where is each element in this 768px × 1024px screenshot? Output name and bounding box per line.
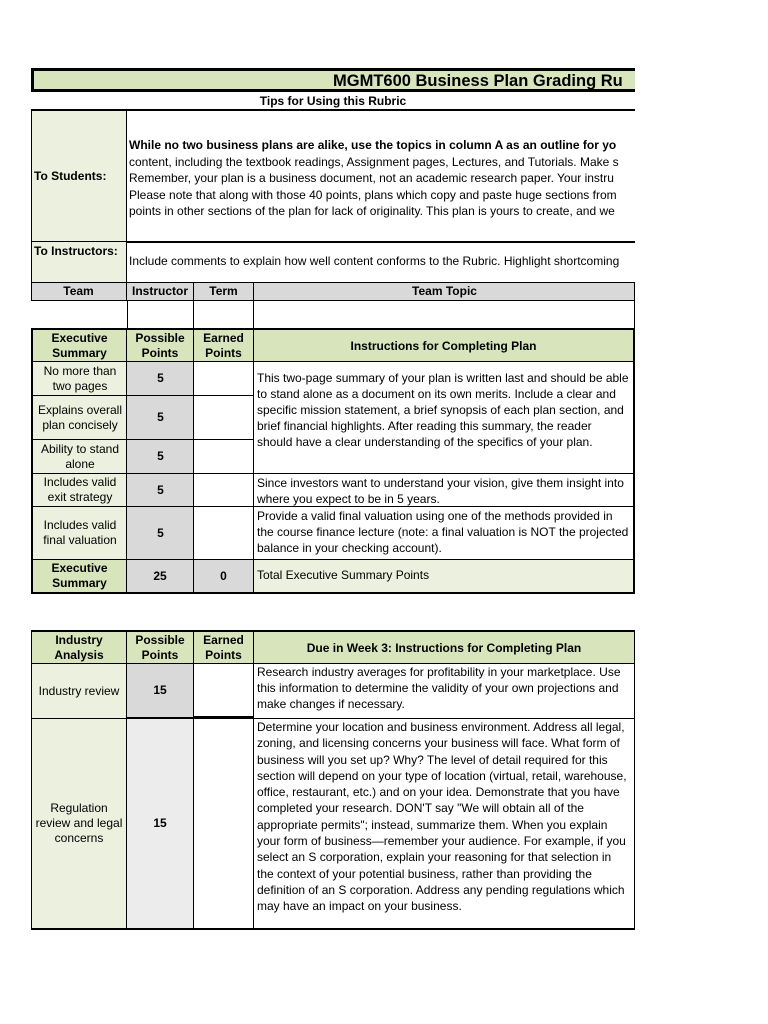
exec-row-points: 5	[127, 474, 194, 507]
term-header: Term	[194, 282, 254, 301]
team-entry-topic[interactable]	[254, 301, 634, 329]
exec-instruction: Provide a valid final valuation using one of the methods provided in the course finance lecture (note: a final valuation is NOT the projected balance in your checking account).	[254, 507, 633, 560]
team-entry-instructor[interactable]	[127, 301, 194, 329]
exec-total-text: Total Executive Summary Points	[254, 560, 633, 592]
instructor-header: Instructor	[127, 282, 194, 301]
students-line: content, including the textbook readings, Assignment pages, Lectures, and Tutorials. Make s	[129, 154, 619, 169]
students-text	[129, 137, 635, 219]
exec-row-earned-input[interactable]	[194, 362, 254, 396]
exec-row-earned-input[interactable]	[194, 440, 254, 474]
exec-row-earned-input[interactable]	[194, 474, 254, 507]
students-line: points in other sections of the plan for lack of originality. This plan is yours to create, and we	[129, 204, 615, 218]
industry-header-instructions: Due in Week 3: Instructions for Completing Plan	[306, 640, 582, 655]
team-topic-header: Team Topic	[412, 284, 477, 298]
industry-header-possible: Possible Points	[127, 632, 194, 664]
exec-row-points: 5	[127, 396, 194, 440]
industry-row-label: Industry review	[32, 664, 127, 719]
page-subtitle: Tips for Using this Rubric	[259, 93, 407, 108]
exec-instruction: This two-page summary of your plan is written last and should be able to stand alone as a document on its own merits. Include a clear and specific mission statement, a brief synopsis of each plan section, and brief financial highlights. After reading this summary, the reader should have a clear understanding of the specifics of your plan.	[254, 362, 633, 474]
page-title: MGMT600 Business Plan Grading Ru	[333, 72, 623, 90]
exec-row-earned-input[interactable]	[194, 396, 254, 440]
students-line: Remember, your plan is a business document, not an academic research paper. Your instru	[129, 171, 614, 185]
exec-header-section: Executive Summary	[33, 330, 127, 362]
exec-row-points: 5	[127, 440, 194, 474]
exec-row-earned-input[interactable]	[194, 507, 254, 560]
instructors-text: Include comments to explain how well content conforms to the Rubric. Highlight shortcoming	[129, 254, 620, 268]
industry-row-points: 15	[127, 664, 194, 719]
students-line: Please note that along with those 40 points, plans which copy and paste huge sections from	[129, 187, 617, 202]
exec-row-label: Ability to stand alone	[33, 440, 127, 474]
exec-row-points: 5	[127, 507, 194, 560]
notes-divider-left	[31, 241, 127, 242]
exec-header-possible: Possible Points	[127, 330, 194, 362]
team-entry-term[interactable]	[194, 301, 254, 329]
exec-header-instructions: Instructions for Completing Plan	[350, 338, 537, 353]
exec-instruction: Since investors want to understand your vision, give them insight into where you expect to be in 5 years.	[254, 474, 633, 507]
exec-row-label: Explains overall plan concisely	[33, 396, 127, 440]
students-label: To Students:	[34, 169, 107, 183]
team-header: Team	[31, 282, 127, 301]
industry-row-instruction: Research industry averages for profitability in your marketplace. Use this information to determine the validity of your own projections and make changes if necessary.	[254, 664, 634, 719]
exec-total-label: Executive Summary	[33, 560, 127, 592]
industry-row-earned-input[interactable]	[194, 719, 254, 928]
industry-row-instruction: Determine your location and business environment. Address all legal, zoning, and licensing concerns your business will face. What form of business will you set up? Why? The level of detail required for this section will depend on your type of location (virtual, retail, warehouse, office, restaurant, etc.) and on your idea. Demonstrate that you have completed your research. DON'T say "We will obtain all of the appropriate permits"; instead, summarize them. When you explain your form of business—remember your audience. For example, if you select an S corporation, explain your reasoning for that selection in the context of your potential business, rather than providing the definition of an S corporation. Address any pending regulations which may have an impact on your business.	[257, 720, 627, 914]
notes-divider	[127, 241, 635, 243]
exec-header-earned: Earned Points	[194, 330, 254, 362]
instructors-label: To Instructors:	[34, 244, 118, 258]
industry-header-section: Industry Analysis	[32, 632, 127, 664]
industry-header-earned: Earned Points	[194, 632, 254, 664]
industry-row-earned-input[interactable]	[194, 664, 254, 719]
industry-row-label: Regulation review and legal concerns	[32, 719, 127, 928]
exec-total-earned: 0	[194, 560, 254, 592]
exec-total-possible: 25	[127, 560, 194, 592]
exec-row-label: No more than two pages	[33, 362, 127, 396]
exec-row-label: Includes valid final valuation	[33, 507, 127, 560]
team-entry-row	[127, 301, 635, 329]
students-line: While no two business plans are alike, use the topics in column A as an outline for yo	[129, 138, 617, 152]
industry-row-points: 15	[127, 719, 194, 928]
exec-row-points: 5	[127, 362, 194, 396]
exec-row-label: Includes valid exit strategy	[33, 474, 127, 507]
